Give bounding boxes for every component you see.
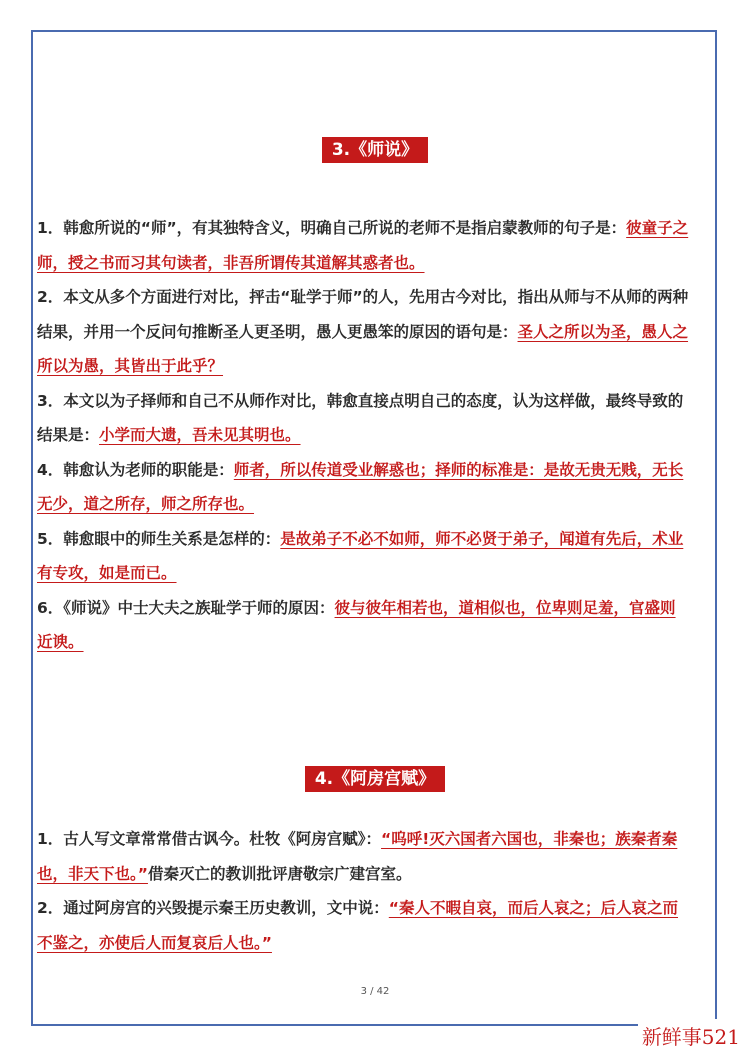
watermark: 新鲜事521 [638, 1019, 744, 1052]
answer: 彼童子之师，授之书而习其句读者，非吾所谓传其道解其惑者也。 [37, 219, 689, 272]
list-item [37, 591, 691, 660]
answer: “秦人不暇自哀，而后人哀之；后人哀之而不鉴之，亦使后人而复哀后人也。” [37, 899, 678, 952]
list-item [37, 211, 691, 280]
text-segment: 借秦灭亡的教训批评唐敬宗广建宫室。 [147, 864, 412, 883]
answer: 是故弟子不必不如师，师不必贤于弟子，闻道有先后，术业有专攻，如是而已。 [37, 529, 684, 582]
page-number: 3 / 42 [360, 986, 390, 997]
section-3-title [0, 137, 750, 163]
answer: 彼与彼年相若也，道相似也，位卑则足羞，官盛则近谀。 [37, 598, 676, 651]
text-segment: 1．韩愈所说的“师”，有其独特含义，明确自己所说的老师不是指启蒙教师的句子是： [37, 219, 627, 237]
section-4-title [0, 766, 750, 792]
list-item [37, 384, 691, 453]
section-3-body [37, 211, 691, 660]
text-segment: 5．韩愈眼中的师生关系是怎样的： [37, 529, 281, 548]
section-4-body [37, 822, 691, 960]
answer: 师者，所以传道受业解惑也；择师的标准是：是故无贵无贱，无长无少，道之所存，师之所存也。 [37, 460, 684, 513]
answer: 小学而大遗，吾未见其明也。 [99, 426, 301, 444]
section-3-title-label: 3.《师说》 [322, 137, 428, 163]
text-segment: 1．古人写文章常常借古讽今。杜牧《阿房宫赋》： [37, 830, 382, 848]
text-segment: 4．韩愈认为老师的职能是： [37, 460, 234, 479]
text-segment: 3．本文以为子择师和自己不从师作对比，韩愈直接点明自己的态度，认为这样做，最终导致的结果是： [37, 391, 684, 444]
list-item [37, 891, 691, 960]
text-segment: 2．通过阿房宫的兴毁提示秦王历史教训，文中说： [37, 899, 389, 917]
section-4-title-label: 4.《阿房宫赋》 [305, 766, 445, 792]
answer: “呜呼!灭六国者六国也，非秦也；族秦者秦也，非天下也。” [37, 830, 678, 883]
list-item [37, 522, 691, 591]
list-item [37, 453, 691, 522]
list-item [37, 822, 691, 891]
text-segment: 2．本文从多个方面进行对比，抨击“耻学于师”的人，先用古今对比，指出从师与不从师的两种结果，并用一个反问句推断圣人更圣明，愚人更愚笨的原因的语句是： [37, 288, 689, 341]
text-segment: 6．《师说》中士大夫之族耻学于师的原因： [37, 598, 335, 617]
answer: 圣人之所以为圣，愚人之所以为愚，其皆出于此乎？ [37, 322, 689, 375]
list-item [37, 280, 691, 384]
